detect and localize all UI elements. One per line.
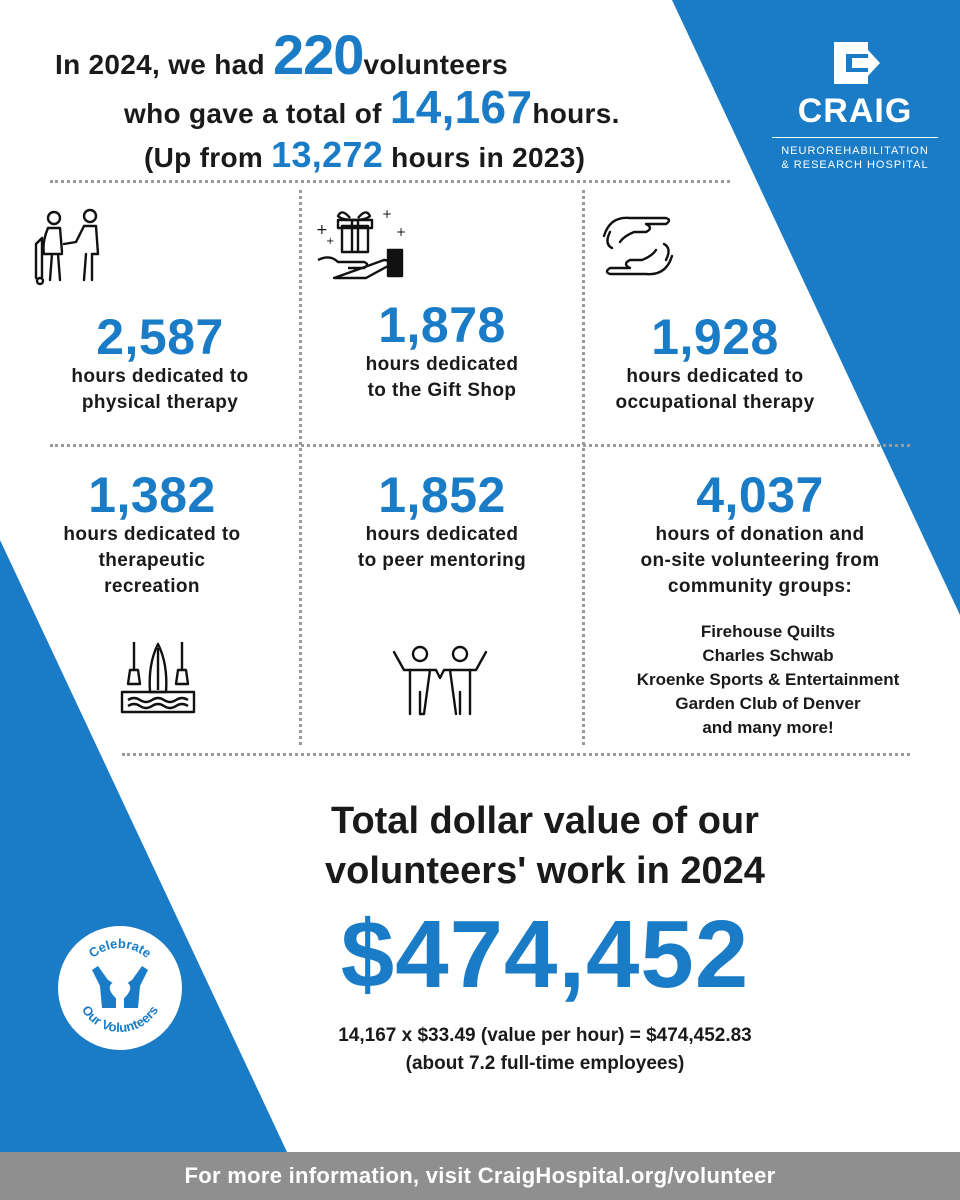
stat-label: community groups:: [667, 576, 853, 597]
divider-top: [50, 180, 730, 183]
stat-label: therapeutic: [98, 550, 206, 571]
stat-physical-therapy: [20, 310, 300, 416]
stat-label: hours dedicated to: [626, 366, 804, 387]
svg-text:Celebrate: [86, 936, 155, 961]
svg-text:+: +: [396, 225, 407, 239]
stat-label: to peer mentoring: [357, 550, 527, 571]
divider-bottom: [122, 753, 910, 756]
badge-top-text: Celebrate: [85, 935, 155, 961]
stat-value: 1,852: [378, 467, 506, 523]
badge-graphic: [58, 926, 182, 1050]
stat-value: 2,587: [96, 309, 224, 365]
stat-label: occupational therapy: [615, 392, 815, 413]
headline-line-3: (Up from 13,272 hours in 2023): [144, 134, 586, 175]
stat-label: physical therapy: [81, 392, 239, 413]
total-calculation: [240, 1022, 850, 1078]
stat-label: recreation: [104, 576, 200, 597]
two-people-cheering-icon: [390, 642, 490, 716]
stat-value: 4,037: [696, 467, 824, 523]
stat-value: 1,382: [88, 467, 216, 523]
divider-column-2: [582, 190, 585, 745]
previous-hours: 13,272: [271, 134, 384, 175]
stat-community-groups: [600, 468, 920, 600]
total-title: [250, 796, 840, 896]
total-dollar-value: $474,452: [340, 901, 750, 1008]
stat-occupational-therapy: [585, 310, 845, 416]
svg-text:+: +: [326, 236, 335, 247]
open-hands-icon: [600, 212, 676, 280]
craig-arrow-logo-icon: [828, 36, 882, 90]
stat-therapeutic-recreation: [12, 468, 292, 600]
stat-label: on-site volunteering from: [640, 550, 880, 571]
footer-bar: [0, 1152, 960, 1200]
paddleboard-icon: [118, 640, 198, 716]
walker-assist-icon: [30, 208, 104, 286]
list-item: Charles Schwab: [702, 646, 834, 665]
footer-text: For more information, visit CraigHospital.org/volunteer: [184, 1163, 776, 1188]
logo-name: CRAIG: [797, 92, 913, 130]
badge-bottom-text: Our Volunteers: [78, 1002, 161, 1036]
headline-line-1: In 2024, we had 220volunteers: [55, 23, 509, 86]
gift-in-hand-icon: [314, 208, 410, 282]
community-groups-list: [596, 620, 940, 740]
stat-label: hours of donation and: [655, 524, 865, 545]
hands-heart-icon: [92, 966, 148, 1008]
headline-line-2: who gave a total of 14,167hours.: [124, 81, 620, 133]
stat-value: 1,878: [378, 297, 506, 353]
stat-label: hours dedicated to: [71, 366, 249, 387]
list-item: Garden Club of Denver: [675, 694, 861, 713]
logo-subtitle-2: & RESEARCH HOSPITAL: [781, 159, 929, 171]
calc-line-1: 14,167 x $33.49 (value per hour) = $474,452.83: [338, 1025, 752, 1046]
list-item: and many more!: [702, 718, 834, 737]
list-item: Kroenke Sports & Entertainment: [636, 670, 900, 689]
calc-line-2: (about 7.2 full-time employees): [405, 1053, 685, 1074]
stat-gift-shop: [302, 298, 582, 404]
total-title-line-2: volunteers' work in 2024: [325, 850, 765, 892]
craig-logo: [772, 36, 938, 172]
total-hours: 14,167: [389, 81, 533, 133]
celebrate-volunteers-badge: [58, 926, 182, 1050]
stat-label: hours dedicated: [365, 524, 519, 545]
total-title-line-1: Total dollar value of our: [331, 800, 759, 842]
stat-peer-mentoring: [302, 468, 582, 574]
list-item: Firehouse Quilts: [700, 622, 836, 641]
logo-subtitle-1: NEUROREHABILITATION: [781, 145, 929, 157]
stat-label: to the Gift Shop: [367, 380, 517, 401]
stat-label: hours dedicated to: [63, 524, 241, 545]
svg-text:+: +: [316, 222, 328, 238]
divider-middle: [50, 444, 910, 447]
stat-value: 1,928: [651, 309, 779, 365]
svg-text:+: +: [382, 208, 393, 221]
svg-text:Our Volunteers: [79, 1003, 161, 1036]
volunteer-count: 220: [273, 23, 364, 86]
stat-label: hours dedicated: [365, 354, 519, 375]
